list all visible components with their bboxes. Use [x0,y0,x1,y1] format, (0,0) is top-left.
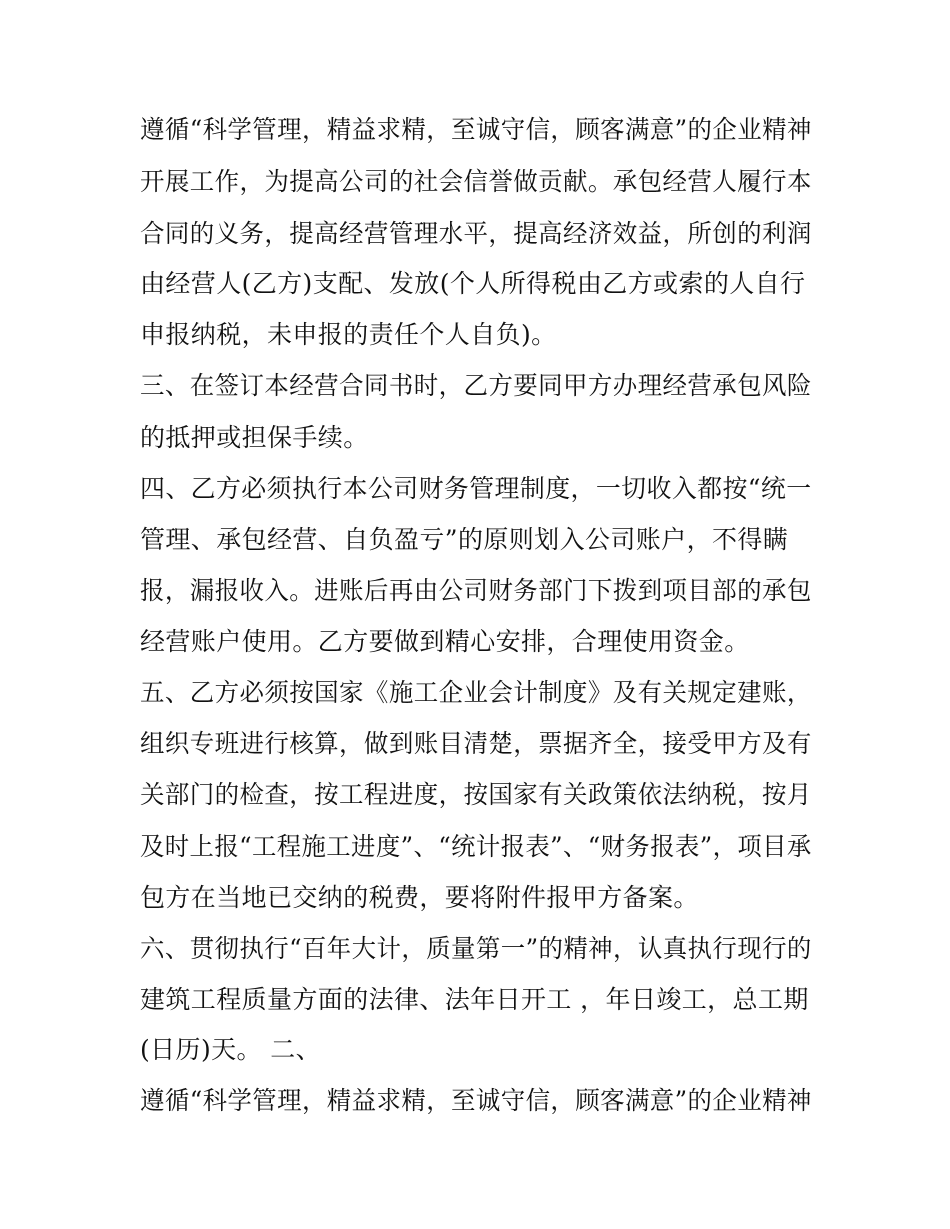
text-line: 申报纳税，未申报的责任个人自负)。 [140,320,557,349]
text-line: 组织专班进行核算，做到账目清楚，票据齐全，接受甲方及有 [140,729,812,758]
text-line: 遵循“科学管理，精益求精，至诚守信，顾客满意”的企业精神 [140,115,812,144]
text-line: 开展工作，为提高公司的社会信誉做贡献。承包经营人履行本 [140,167,812,196]
text-line: 六、贯彻执行“百年大计，质量第一”的精神，认真执行现行的 [140,934,812,963]
text-line: 包方在当地已交纳的税费，要将附件报甲方备案。 [140,883,699,912]
text-line: 合同的义务，提高经营管理水平，提高经济效益，所创的利润 [140,219,812,248]
text-line: 四、乙方必须执行本公司财务管理制度，一切收入都按“统一 [140,474,812,503]
text-line: 的抵押或担保手续。 [140,423,369,452]
text-line: 遵循“科学管理，精益求精，至诚守信，顾客满意”的企业精神 [140,1086,812,1115]
text-line: 经营账户使用。乙方要做到精心安排，合理使用资金。 [140,627,750,656]
text-line: 五、乙方必须按国家《施工企业会计制度》及有关规定建账， [140,678,812,707]
text-line: 及时上报“工程施工进度”、“统计报表”、“财务报表”，项目承 [140,832,812,861]
text-line: (日历)天。 二、 [140,1035,322,1064]
text-line: 管理、承包经营、自负盈亏”的原则划入公司账户，不得瞒 [140,525,789,554]
text-line: 由经营人(乙方)支配、发放(个人所得税由乙方或索的人自行 [140,269,806,298]
text-line: 三、在签订本经营合同书时，乙方要同甲方办理经营承包风险 [140,371,812,400]
text-line: 报，漏报收入。进账后再由公司财务部门下拨到项目部的承包 [140,576,812,605]
text-line: 关部门的检查，按工程进度，按国家有关政策依法纳税，按月 [140,780,812,809]
text-line: 建筑工程质量方面的法律、法年日开工 ，年日竣工，总工期 [140,985,809,1014]
